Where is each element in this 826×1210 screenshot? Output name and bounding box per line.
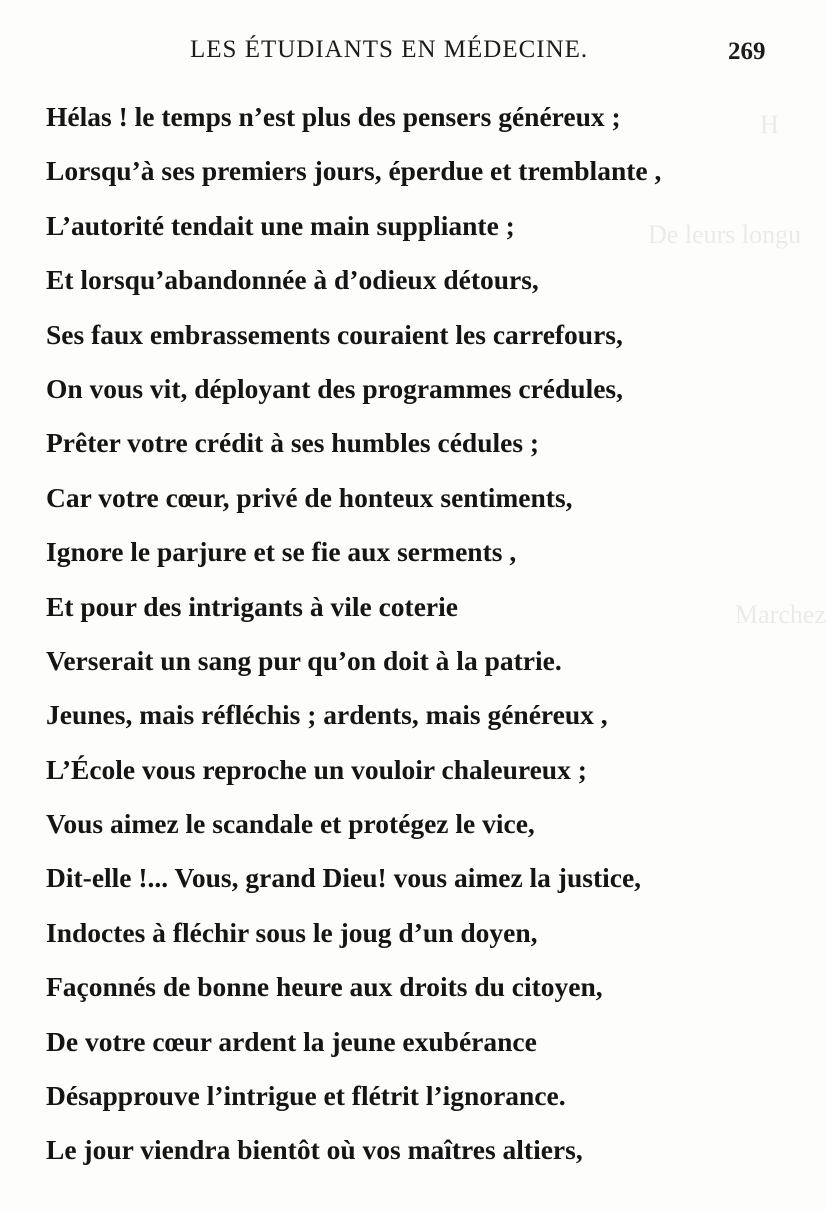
verse-line: Et lorsqu’abandonnée à d’odieux détours, (46, 264, 539, 296)
verse-line: Car votre cœur, privé de honteux sentiments, (46, 481, 573, 513)
poem-body (46, 97, 776, 1185)
verse-line: Façonnés de bonne heure aux droits du citoyen, (46, 971, 603, 1003)
show-through-text: Marchez (735, 600, 826, 629)
running-title: LES ÉTUDIANTS EN MÉDECINE. (190, 36, 589, 63)
verse-line: Hélas ! le temps n’est plus des pensers généreux ; (46, 101, 621, 132)
show-through-text: De leurs longu (648, 220, 802, 249)
verse-line: Ignore le parjure et se fie aux serments , (46, 536, 517, 568)
verse-line: Jeunes, mais réfléchis ; ardents, mais généreux , (46, 699, 608, 731)
verse-line: Ses faux embrassements couraient les carrefours, (46, 318, 623, 350)
verse-line: Et pour des intrigants à vile coterie (46, 590, 458, 622)
verse-line: L’autorité tendait une main suppliante ; (46, 209, 515, 241)
verse-line: Indoctes à fléchir sous le joug d’un doyen, (46, 916, 538, 948)
verse-line: L’École vous reproche un vouloir chaleureux ; (46, 753, 587, 785)
verse-line: Désapprouve l’intrigue et flétrit l’ignorance. (46, 1080, 566, 1112)
verse-line: On vous vit, déployant des programmes crédules, (46, 372, 624, 404)
verse-line: Dit-elle !... Vous, grand Dieu! vous aimez la justice, (46, 862, 642, 894)
verse-line: Vous aimez le scandale et protégez le vice, (46, 808, 535, 840)
verse-line: De votre cœur ardent la jeune exubérance (46, 1025, 537, 1057)
verse-line: Lorsqu’à ses premiers jours, éperdue et tremblante , (46, 155, 662, 187)
verse-line: Prêter votre crédit à ses humbles cédules ; (46, 427, 540, 459)
page-number: 269 (728, 38, 766, 65)
verse-line: Verserait un sang pur qu’on doit à la patrie. (46, 644, 562, 676)
verse-line: Le jour viendra bientôt où vos maîtres altiers, (46, 1134, 583, 1166)
show-through-text: H (760, 110, 779, 139)
